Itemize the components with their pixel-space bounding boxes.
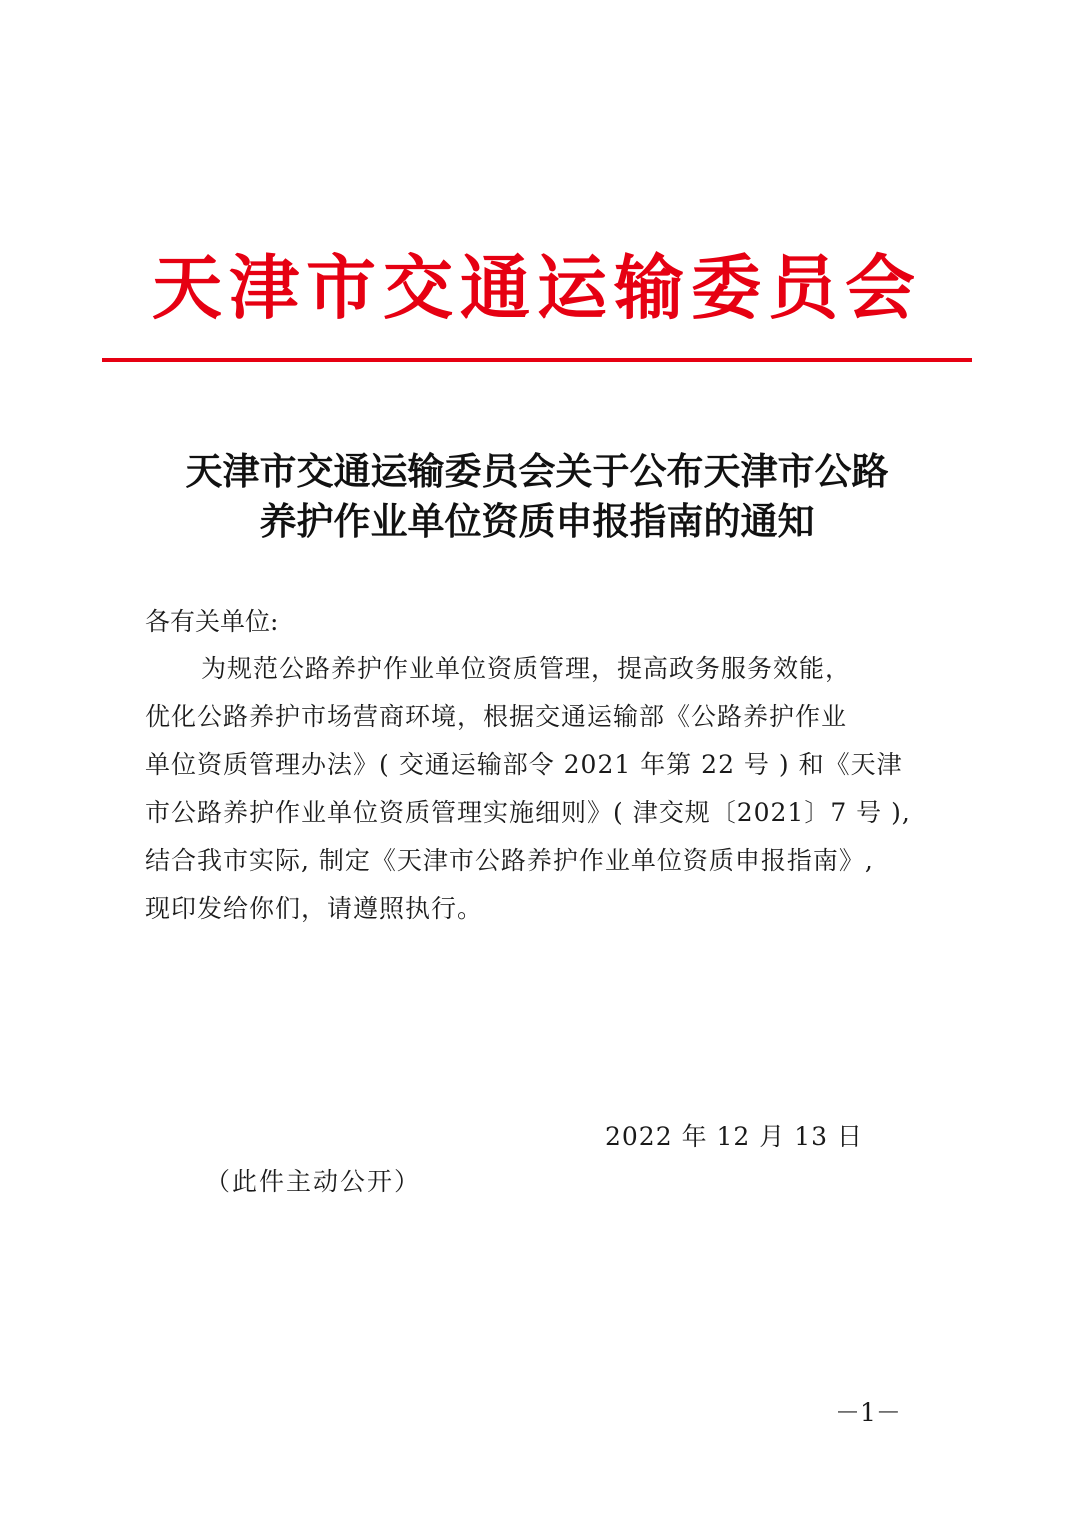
document-title <box>100 446 974 546</box>
masthead-title: 天津市交通运输委员会 <box>152 246 922 329</box>
body-line: 结合我市实际, 制定《天津市公路养护作业单位资质申报指南》, <box>145 846 874 875</box>
body-line: 现印发给你们，请遵照执行。 <box>145 894 484 923</box>
document-title-line: 养护作业单位资质申报指南的通知 <box>259 499 815 543</box>
body-line: 市公路养护作业单位资质管理实施细则》( 津交规〔2021〕7 号 ), <box>145 798 911 827</box>
body-line: 单位资质管理办法》( 交通运输部令 2021 年第 22 号 ) 和《天津 <box>145 750 903 779</box>
disclosure-note: （此件主动公开） <box>205 1167 422 1196</box>
masthead-red-rule <box>102 358 972 362</box>
document-title-line: 天津市交通运输委员会关于公布天津市公路 <box>185 449 889 493</box>
issue-date: 2022 年 12 月 13 日 <box>605 1122 863 1151</box>
body-paragraph <box>145 645 935 933</box>
body-line: 为规范公路养护作业单位资质管理，提高政务服务效能， <box>201 654 852 683</box>
body-line: 优化公路养护市场营商环境，根据交通运输部《公路养护作业 <box>145 702 848 731</box>
salutation: 各有关单位: <box>145 607 279 636</box>
page-number: －1－ <box>835 1398 901 1427</box>
